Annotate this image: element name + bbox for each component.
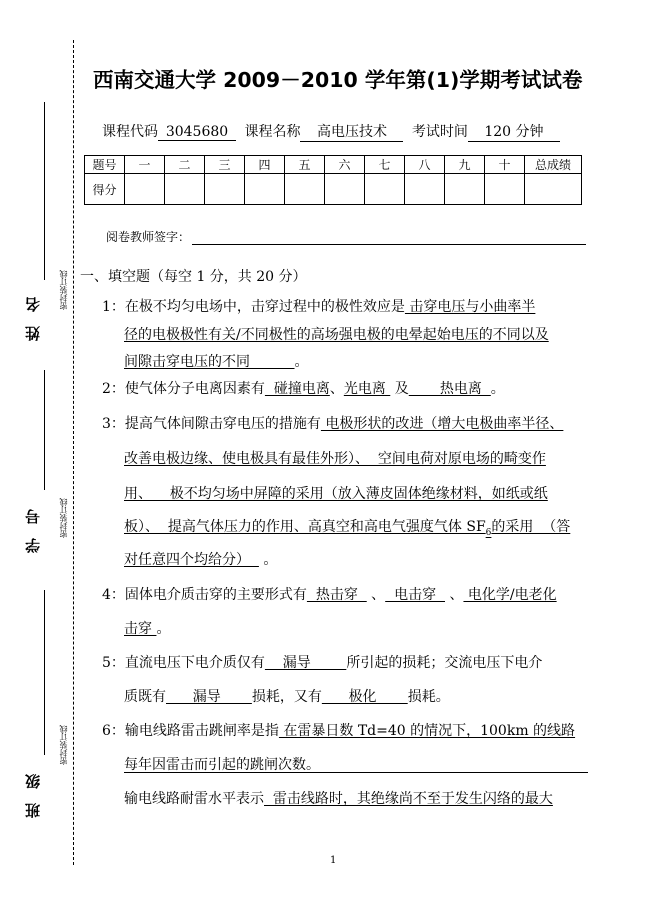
question-text: 、 — [445, 587, 464, 603]
question-text: 。 — [156, 621, 171, 637]
score-cell[interactable] — [525, 174, 582, 205]
question-text: 直流电压下电介质仅有 — [124, 655, 265, 671]
score-cell[interactable] — [125, 174, 165, 205]
question-number: 4： — [102, 587, 125, 603]
answer-text: 热电离 — [408, 381, 491, 397]
score-header-cell: 二 — [165, 156, 205, 174]
score-header-cell: 十 — [485, 156, 525, 174]
exam-time-value: 120 分钟 — [468, 121, 560, 142]
answer-text: 漏导 — [264, 655, 347, 671]
question-6-line-3 — [124, 792, 553, 806]
question-text: 提高气体间隙击穿电压的措施有 — [124, 416, 321, 432]
seal-text: 密封装订线 — [59, 270, 68, 310]
exam-time-label: 考试时间 — [411, 124, 468, 140]
score-header-cell: 题号 — [85, 156, 125, 174]
grader-signature-label: 阅卷教师签字： — [106, 230, 191, 244]
score-header-cell: 四 — [245, 156, 285, 174]
answer-text: 径的电极极性有关/不同极性的高场强电极的电晕起始电压的不同以及 — [124, 327, 549, 343]
course-code-value: 3045680 — [158, 124, 236, 141]
answer-text: 用、 极不均匀场中屏障的采用（放入薄皮固体绝缘材料，如纸或纸 — [124, 486, 548, 502]
question-1-line-2 — [124, 328, 549, 342]
grader-signature — [106, 228, 586, 245]
question-number: 3： — [102, 416, 125, 432]
question-number: 2： — [102, 381, 125, 397]
question-4-line-2 — [124, 622, 170, 636]
question-5-line-1 — [102, 656, 542, 670]
answer-text: 电击穿 — [385, 587, 445, 603]
answer-text: 雷击线路时，其绝缘尚不至于发生闪络的最大 — [264, 791, 553, 807]
question-number: 1： — [102, 299, 125, 315]
question-3-line-5 — [124, 553, 277, 567]
question-3-line-1 — [102, 417, 563, 431]
question-text: 损耗。 — [407, 689, 450, 705]
question-text: 输电线路耐雷水平表示 — [124, 791, 264, 807]
course-name-value: 高电压技术 — [300, 121, 403, 142]
question-text: 固体电介质击穿的主要形式有 — [124, 587, 307, 603]
answer-text: 每年因雷击而引起的跳闸次数。 — [124, 758, 588, 773]
score-header-cell: 七 — [365, 156, 405, 174]
score-cell[interactable] — [365, 174, 405, 205]
question-text: 损耗，又有 — [251, 689, 322, 705]
id-label: 学号 — [24, 495, 42, 553]
answer-text: 在雷暴日数 Td=40 的情况下，100km 的线路 — [278, 723, 576, 739]
question-text: 、 — [329, 381, 344, 397]
name-label: 姓名 — [24, 283, 42, 341]
answer-subscript: 6 — [485, 527, 492, 538]
score-table — [84, 155, 582, 205]
score-cell[interactable] — [285, 174, 325, 205]
score-cell[interactable] — [405, 174, 445, 205]
section-title: 一、填空题（每空 1 分，共 20 分） — [80, 269, 307, 285]
score-cell[interactable] — [205, 174, 245, 205]
answer-text: 击穿电压与小曲率半 — [404, 299, 536, 315]
binding-dashed-line — [73, 40, 74, 865]
answer-text: 击穿 — [124, 621, 157, 637]
answer-text: 电化学/电老化 — [463, 587, 557, 603]
class-field-line[interactable] — [44, 590, 45, 755]
answer-text: 改善电极边缘、使电极具有最佳外形）、 空间电荷对原电场的畸变作 — [124, 451, 546, 467]
question-3-line-3 — [124, 487, 548, 501]
question-3-line-2 — [124, 452, 546, 466]
question-text: 。 — [294, 354, 309, 370]
score-header-cell: 一 — [125, 156, 165, 174]
name-field-line[interactable] — [44, 102, 45, 280]
score-header-cell: 九 — [445, 156, 485, 174]
answer-text: 光电离 — [343, 381, 391, 397]
score-cell[interactable] — [165, 174, 205, 205]
answer-text: 对任意四个均给分） — [124, 552, 259, 568]
question-2 — [102, 382, 505, 396]
question-text: 。 — [490, 381, 505, 397]
question-text: 在极不均匀电场中，击穿过程中的极性效应是 — [124, 299, 405, 315]
id-field-line[interactable] — [44, 370, 45, 490]
answer-text: 间隙击穿电压的不同 — [124, 354, 295, 370]
question-4-line-1 — [102, 588, 557, 602]
score-header-cell: 八 — [405, 156, 445, 174]
answer-text: 板）、 提高气体压力的作用、高真空和高电气强度气体 SF — [124, 519, 486, 535]
question-number: 6： — [102, 723, 125, 739]
question-text: 质既有 — [124, 689, 166, 705]
question-1-line-3 — [124, 355, 309, 369]
answer-text: 极化 — [321, 689, 408, 705]
score-header-cell: 六 — [325, 156, 365, 174]
question-text: 、 — [366, 587, 386, 603]
score-cell[interactable] — [325, 174, 365, 205]
grader-signature-line[interactable] — [192, 244, 586, 245]
answer-text: 碰撞电离 — [264, 381, 330, 397]
score-header-cell: 五 — [285, 156, 325, 174]
answer-text: 热击穿 — [306, 587, 367, 603]
question-3-line-4 — [124, 520, 570, 540]
seal-text: 密封装订线 — [59, 725, 68, 765]
question-number: 5： — [102, 655, 125, 671]
answer-text: 漏导 — [166, 689, 252, 705]
score-header-row — [85, 156, 582, 174]
question-6-line-2 — [124, 758, 588, 773]
question-text: 所引起的损耗；交流电压下电介 — [346, 655, 543, 671]
score-cell[interactable] — [245, 174, 285, 205]
answer-text: 电极形状的改进（增大电极曲率半径、 — [320, 416, 564, 432]
question-text: 使气体分子电离因素有 — [124, 381, 265, 397]
score-header-cell: 三 — [205, 156, 245, 174]
question-text: 及 — [390, 381, 409, 397]
question-text: 输电线路雷击跳闸率是指 — [124, 723, 279, 739]
course-name-label: 课程名称 — [244, 124, 301, 140]
class-label: 班级 — [24, 760, 42, 818]
course-info — [102, 121, 560, 142]
question-5-line-2 — [124, 690, 450, 704]
score-cell[interactable] — [445, 174, 485, 205]
score-cell[interactable] — [485, 174, 525, 205]
question-6-line-1 — [102, 724, 575, 738]
question-text: 。 — [258, 552, 278, 568]
page-number: 1 — [330, 855, 337, 866]
exam-title: 西南交通大学 2009－2010 学年第(1)学期考试试卷 — [93, 68, 583, 92]
course-code-label: 课程代码 — [102, 124, 158, 140]
answer-text: 的采用 （答 — [491, 519, 571, 535]
score-row-label: 得分 — [85, 174, 125, 205]
seal-text: 密封装订线 — [59, 498, 68, 538]
score-header-cell: 总成绩 — [525, 156, 582, 174]
question-1-line-1 — [102, 300, 535, 314]
score-value-row — [85, 174, 582, 205]
